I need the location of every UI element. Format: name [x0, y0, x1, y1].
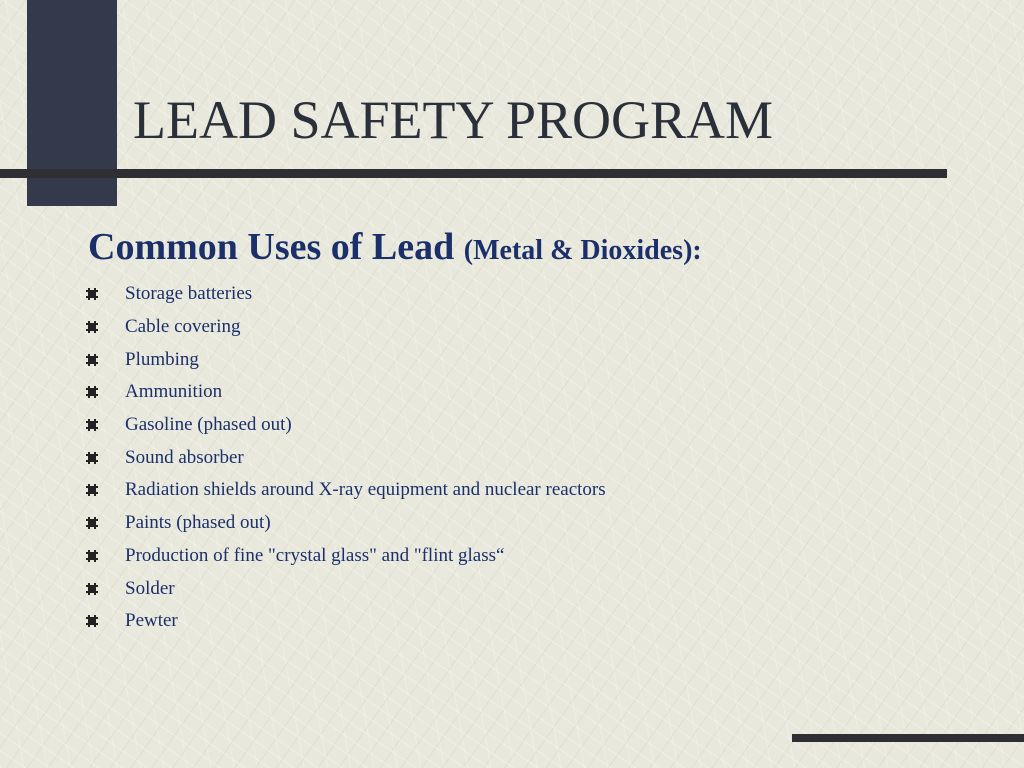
- list-item: [86, 441, 606, 474]
- list-item: [86, 605, 606, 638]
- square-hash-bullet-icon: [86, 451, 98, 465]
- square-hash-bullet-icon: [86, 483, 98, 497]
- subtitle-main: Common Uses of Lead: [88, 226, 455, 268]
- square-hash-bullet-icon: [86, 549, 98, 563]
- list-item-text: Paints (phased out): [125, 512, 271, 534]
- list-item-text: Plumbing: [125, 348, 199, 370]
- list-item: [86, 376, 606, 409]
- uses-list: [86, 278, 606, 638]
- square-hash-bullet-icon: [86, 418, 98, 432]
- list-item: [86, 409, 606, 442]
- list-item-text: Pewter: [125, 610, 178, 632]
- list-item-text: Solder: [125, 577, 175, 599]
- list-item: [86, 343, 606, 376]
- list-item: [86, 572, 606, 605]
- list-item: [86, 507, 606, 540]
- square-hash-bullet-icon: [86, 385, 98, 399]
- subtitle-qualifier: (Metal & Dioxides):: [463, 235, 702, 266]
- square-hash-bullet-icon: [86, 516, 98, 530]
- list-item: [86, 540, 606, 573]
- title-divider: [0, 169, 947, 178]
- square-hash-bullet-icon: [86, 582, 98, 596]
- bottom-divider: [792, 734, 1024, 742]
- list-item: [86, 278, 606, 311]
- list-item: [86, 474, 606, 507]
- list-item-text: Cable covering: [125, 316, 241, 338]
- list-item-text: Sound absorber: [125, 446, 244, 468]
- list-item-text: Ammunition: [125, 381, 223, 403]
- list-item-text: Radiation shields around X-ray equipment and nuclear reactors: [125, 479, 606, 501]
- slide-subtitle: [88, 222, 702, 276]
- list-item: [86, 311, 606, 344]
- list-item-text: Storage batteries: [125, 283, 253, 305]
- slide-title: LEAD SAFETY PROGRAM: [133, 90, 774, 150]
- list-item-text: Production of fine "crystal glass" and "flint glass“: [125, 544, 505, 566]
- list-item-text: Gasoline (phased out): [125, 414, 292, 436]
- square-hash-bullet-icon: [86, 287, 98, 301]
- square-hash-bullet-icon: [86, 320, 98, 334]
- square-hash-bullet-icon: [86, 353, 98, 367]
- square-hash-bullet-icon: [86, 614, 98, 628]
